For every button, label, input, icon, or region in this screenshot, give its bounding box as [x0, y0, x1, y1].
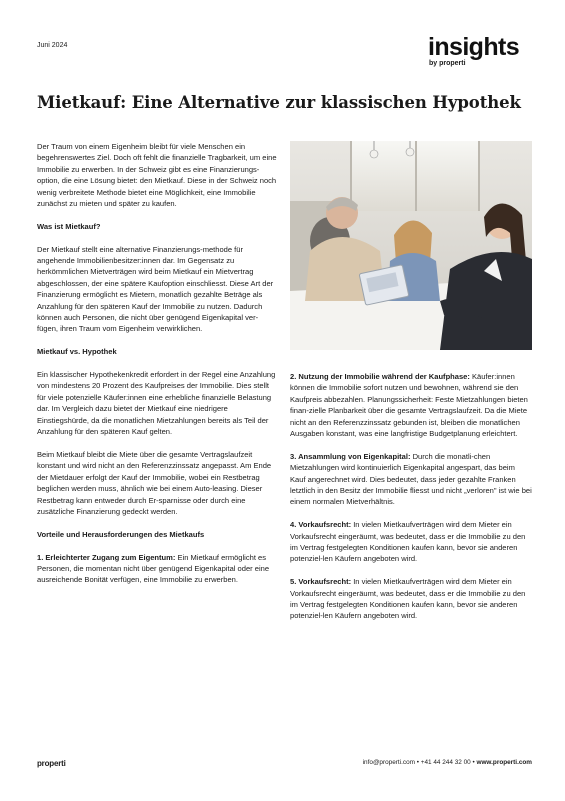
right-column	[290, 371, 532, 633]
list-item-4-text: In vielen Mietkaufverträgen wird dem Mieter ein Vorkaufsrecht eingeräumt, was bedeutet, dass er die Immobilie zu den im Vertrag festgelegten Konditionen kaufen kann, bevor sie anderen potenziel-len Käufern angeboten wird.	[290, 520, 526, 564]
intro-paragraph: Der Traum von einem Eigenheim bleibt für viele Menschen ein begehrenswertes Ziel. Doch oft fehlt die finanzielle Tragbarkeit, um eine Immobilie zu erwerben. In der Schweiz gibt es eine Finanzierungs-option, die eine Lösung bietet: den Mietkauf. Diese in der Schweiz noch wenig verbreitete Methode bietet eine Möglichkeit, eine Immobilie zunächst zu mieten und später zu kaufen.	[37, 142, 277, 209]
footer-email[interactable]: info@properti.com	[362, 759, 415, 766]
list-item-5-text: In vielen Mietkaufverträgen wird dem Mieter ein Vorkaufsrecht eingeräumt, was bedeutet, dass er die Immobilie zu den im Vertrag festgelegten Konditionen kaufen kann, bevor sie anderen potenziel-len Käufern angeboten wird.	[290, 577, 526, 621]
list-item-2-text: Käufer:innen können die Immobilie sofort nutzen und bewohnen, während sie den Kaufpreis abbezahlen. Planungssicherheit: Feste Mietzahlungen bieten finan-zielle Planbarkeit über die gesamte Vertragslaufzeit. Da die Miete nicht an den Referenzzinssatz gebunden ist, bleiben die monatlichen Ausgaben konstant, was eine langfristige Budgetplanung erleichtert.	[290, 372, 528, 439]
vs-paragraph-2: Beim Mietkauf bleibt die Miete über die gesamte Vertragslaufzeit konstant und wird nicht an den Referenzzinssatz angepasst. Am Ende der Mietdauer erfolgt der Kauf der Immobilie, wobei ein Restbetrag beglichen werden muss, ähnlich wie bei einem Auto-leasing. Dieser Restbetrag kann entweder durch Er-sparnisse oder durch eine zusätzliche Finanzierung gedeckt werden.	[37, 449, 272, 516]
list-item-4-title: 4. Vorkaufsrecht:	[290, 520, 352, 530]
article-photo	[290, 141, 532, 350]
left-column	[37, 141, 277, 597]
list-item-2	[290, 371, 532, 439]
article-title: Mietkauf: Eine Alternative zur klassischen Hypothek	[37, 93, 521, 112]
footer-separator: •	[414, 759, 421, 766]
list-item-3-text: Durch die monatli-chen Mietzahlungen wird kontinuierlich Eigenkapital angespart, das beim Kauf angerechnet wird. Dies bedeutet, dass jeder gezahlte Franken letztlich in den Besitz der Immobilie fliesst und nicht „verloren" ist wie bei einem normalen Mietverhältnis.	[290, 451, 532, 507]
list-item-1-text: Ein Mietkauf ermöglicht es Personen, die momentan nicht über genügend Eigenkapital oder eine ausreichende Bonität verfügen, eine Immobilie zu erwerben.	[37, 552, 270, 585]
document-date: Juni 2024	[37, 42, 68, 49]
photo-illustration	[290, 141, 532, 350]
vs-paragraph-1: Ein klassischer Hypothekenkredit erfordert in der Regel eine Anzahlung von mindestens 20 Prozent des Kaufpreises der Immobilie. Dies stellt für viele potenzielle Käufer:innen eine erhebliche finanzielle Belastung dar. Im Vergleich dazu bietet der Mietkauf eine niedrigere Einstiegshürde, da die monatlichen Mietzahlungen bereits als Teil der Anzahlung für den späteren Kauf gelten.	[37, 370, 276, 437]
footer-website[interactable]: www.properti.com	[476, 759, 532, 766]
heading-pros: Vorteile und Herausforderungen des Mietkaufs	[37, 529, 205, 539]
logo-subtitle: by properti	[429, 60, 466, 67]
list-item-5	[290, 576, 532, 622]
list-item-4	[290, 519, 532, 565]
list-item-5-title: 5. Vorkaufsrecht:	[290, 577, 352, 587]
list-item-2-title: 2. Nutzung der Immobilie während der Kaufphase:	[290, 372, 470, 381]
logo-wordmark: insights	[428, 33, 520, 61]
footer-phone[interactable]: +41 44 244 32 00	[420, 759, 471, 766]
list-item-1-title: 1. Erleichterter Zugang zum Eigentum:	[37, 552, 176, 562]
footer-contact	[300, 759, 532, 766]
list-item-1	[37, 552, 277, 586]
list-item-3-title: 3. Ansammlung von Eigenkapital:	[290, 451, 411, 461]
what-is-paragraph: Der Mietkauf stellt eine alternative Finanzierungs-methode für angehende Immobilienbesitzer:innen dar. Im Gegensatz zu herkömmlichen Mietverträgen wird beim Mietkauf ein Mietvertrag abgeschlossen, der eine spätere Kaufoption einschliesst. Diese Art der Finanzierung ermöglicht es Mietern, monatlich gezahlte Beträge als Anzahlung für den späteren Kauf der Immobilie zu nutzen. Dadurch können auch Personen, die nicht über genügend Eigenkapital ver-fügen, ihren Traum vom Eigenheim verwirklichen.	[37, 244, 274, 334]
list-item-3	[290, 451, 532, 508]
insights-logo	[428, 35, 538, 67]
footer-logo: properti	[37, 759, 66, 768]
heading-what-is: Was ist Mietkauf?	[37, 221, 101, 231]
footer-separator: •	[470, 759, 477, 766]
heading-vs: Mietkauf vs. Hypothek	[37, 347, 117, 357]
